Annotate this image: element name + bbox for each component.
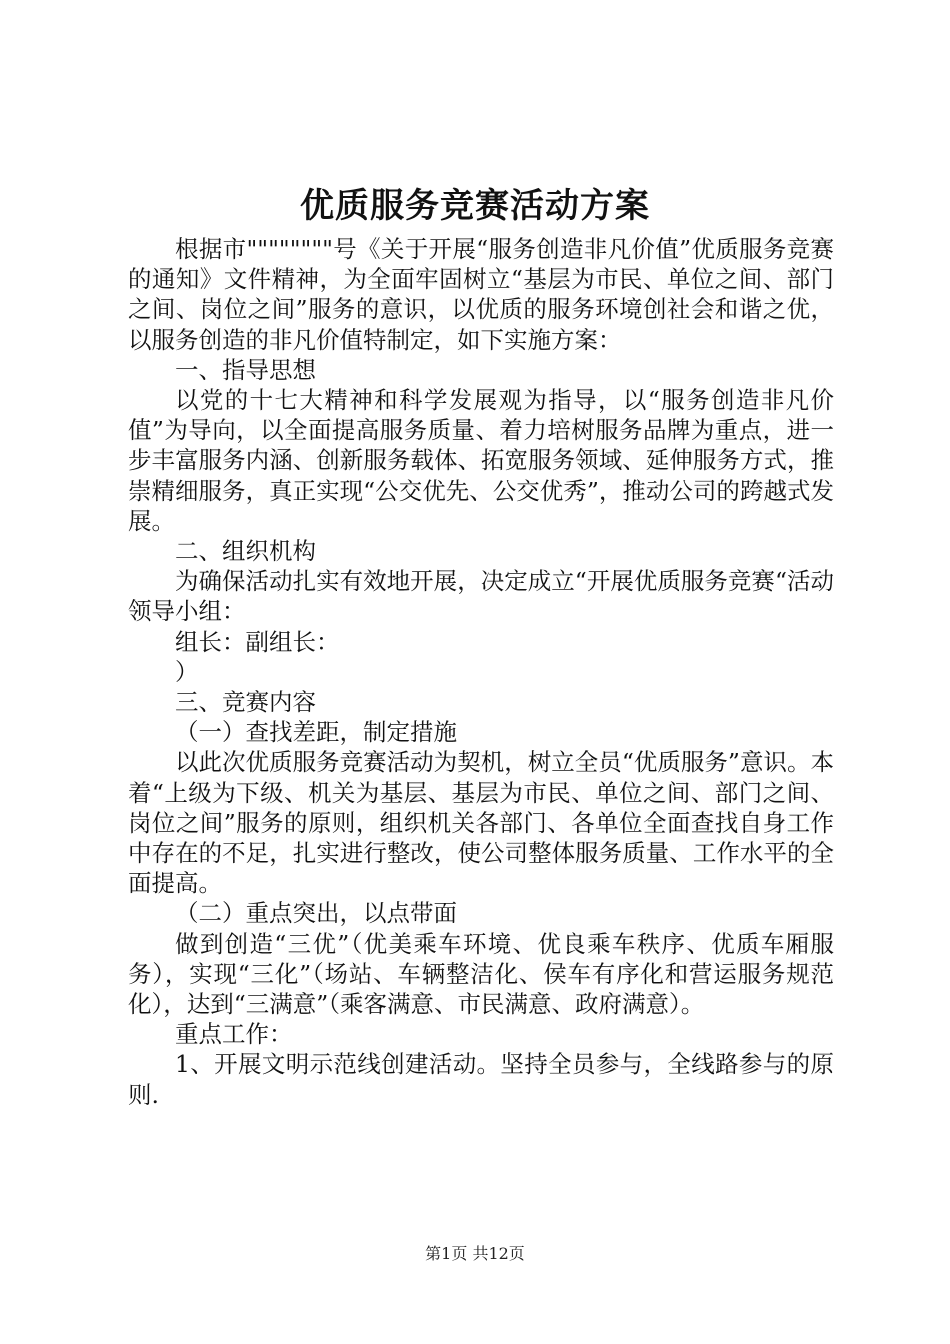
closing-paren-line: ） xyxy=(175,657,199,686)
section-heading-contest-content: 三、竞赛内容 xyxy=(175,688,316,717)
page-footer: 第1页 共12页 xyxy=(425,1244,525,1263)
section-heading-organization: 二、组织机构 xyxy=(175,537,316,566)
leader-line: 组长：副组长： xyxy=(175,627,340,656)
find-gaps-paragraph: 以此次优质服务竞赛活动为契机，树立全员“优质服务”意识。本着“上级为下级、机关为基层、基层为市民、单位之间、部门之间、岗位之间”服务的原则，组织机关各部门、各单位全面查找自身工作中存在的不足，扎实进行整改，使公司整体服务质量、工作水平的全面提高。 xyxy=(128,748,834,898)
guiding-ideology-paragraph: 以党的十七大精神和科学发展观为指导，以“服务创造非凡价值”为导向，以全面提高服务质量、着力培树服务品牌为重点，进一步丰富服务内涵、创新服务载体、拓宽服务领域、延伸服务方式，推崇精细服务，真正实现“公交优先、公交优秀”，推动公司的跨越式发展。 xyxy=(128,386,834,535)
key-work-item-1: 1、开展文明示范线创建活动。坚持全员参与，全线路参与的原则. xyxy=(128,1050,834,1109)
subsection-heading-key-focus: （二）重点突出，以点带面 xyxy=(175,899,457,928)
intro-paragraph: 根据市""""""""号《关于开展“服务创造非凡价值”优质服务竞赛的通知》文件精神，为全面牢固树立“基层为市民、单位之间、部门之间、岗位之间”服务的意识，以优质的服务环境创社会和谐之优，以服务创造的非凡价值特制定，如下实施方案： xyxy=(128,235,834,354)
key-work-heading: 重点工作： xyxy=(175,1020,293,1049)
key-focus-paragraph: 做到创造“三优”（优美乘车环境、优良乘车秩序、优质车厢服务），实现“三化”（场站、车辆整洁化、侯车有序化和营运服务规范化），达到“三满意”（乘客满意、市民满意、政府满意）。 xyxy=(128,929,834,1019)
organization-paragraph: 为确保活动扎实有效地开展，决定成立“开展优质服务竞赛“活动领导小组： xyxy=(128,567,834,626)
document-body xyxy=(128,234,834,1110)
subsection-heading-find-gaps: （一）查找差距，制定措施 xyxy=(175,718,457,747)
document-title: 优质服务竞赛活动方案 xyxy=(300,186,650,226)
section-heading-guiding-ideology: 一、指导思想 xyxy=(175,355,316,384)
